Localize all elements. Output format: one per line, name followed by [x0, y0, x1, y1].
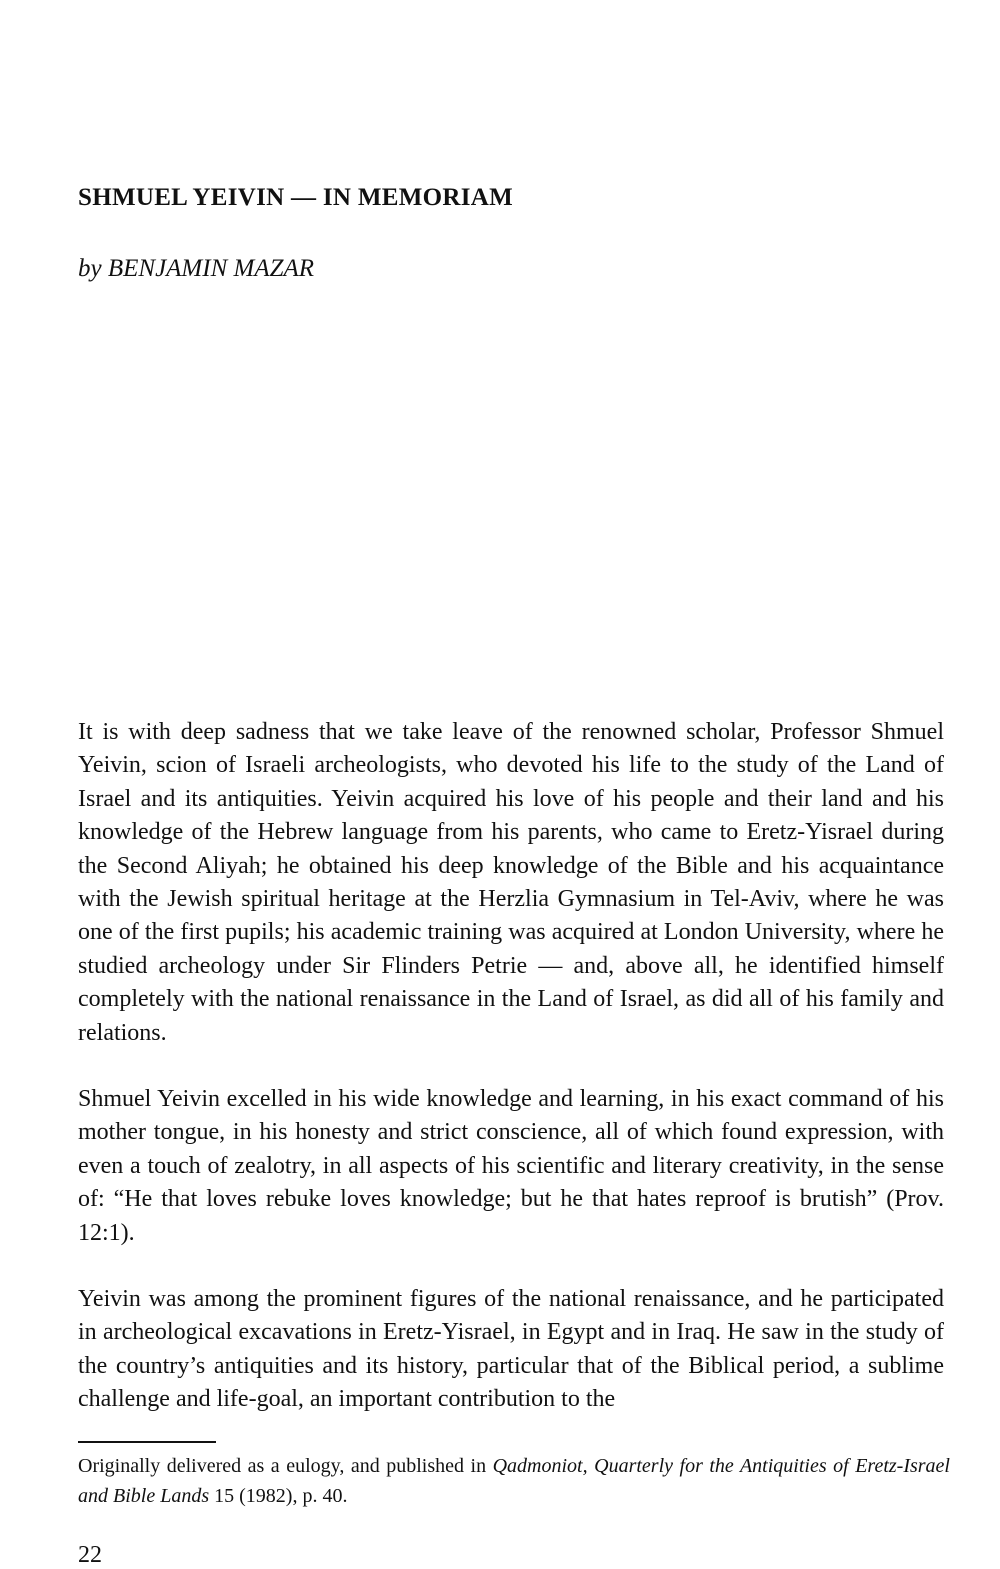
page-number: 22 [78, 1542, 102, 1568]
paragraph-2: Shmuel Yeivin excelled in his wide knowledge and learning, in his exact command of his mother tongue, in his honesty and strict conscience, all of which found expression, with even a touch of zealotry, in all aspects of his scientific and literary creativity, in the sense of: “He that loves rebuke loves knowledge; but he that hates reproof is brutish” (Prov. 12:1). [78, 1086, 944, 1246]
article-byline: by BENJAMIN MAZAR [78, 255, 315, 282]
paragraph-3: Yeivin was among the prominent figures of the national renaissance, and he participated in archeological excavations in Eretz-Yisrael, in Egypt and in Iraq. He saw in the study of the country’s antiquities and its history, particular that of the Biblical period, a sublime challenge and life-goal, an important contribution to the [78, 1286, 944, 1413]
footnote-divider [78, 1441, 216, 1443]
footnote-prefix: Originally delivered as a eulogy, and published in [78, 1455, 493, 1477]
footnote [78, 1451, 950, 1511]
footnote-suffix: 15 (1982), p. 40. [209, 1485, 348, 1507]
article-title: SHMUEL YEIVIN — IN MEMORIAM [78, 184, 513, 211]
footnote-journal: Qadmoniot, Quarterly for the Antiquities of Eretz-Israel and Bible Lands [78, 1455, 950, 1507]
paragraph-1: It is with deep sadness that we take leave of the renowned scholar, Professor Shmuel Yeivin, scion of Israeli archeologists, who devoted his life to the study of the Land of Israel and its antiquities. Yeivin acquired his love of his people and their land and his knowledge of the Hebrew language from his parents, who came to Eretz-Yisrael during the Second Aliyah; he obtained his deep knowledge of the Bible and his acquaintance with the Jewish spiritual heritage at the Herzlia Gymnasium in Tel-Aviv, where he was one of the first pupils; his academic training was acquired at London University, where he studied archeology under Sir Flinders Petrie — and, above all, he identified himself completely with the national renaissance in the Land of Israel, as did all of his family and relations. [78, 719, 944, 1046]
